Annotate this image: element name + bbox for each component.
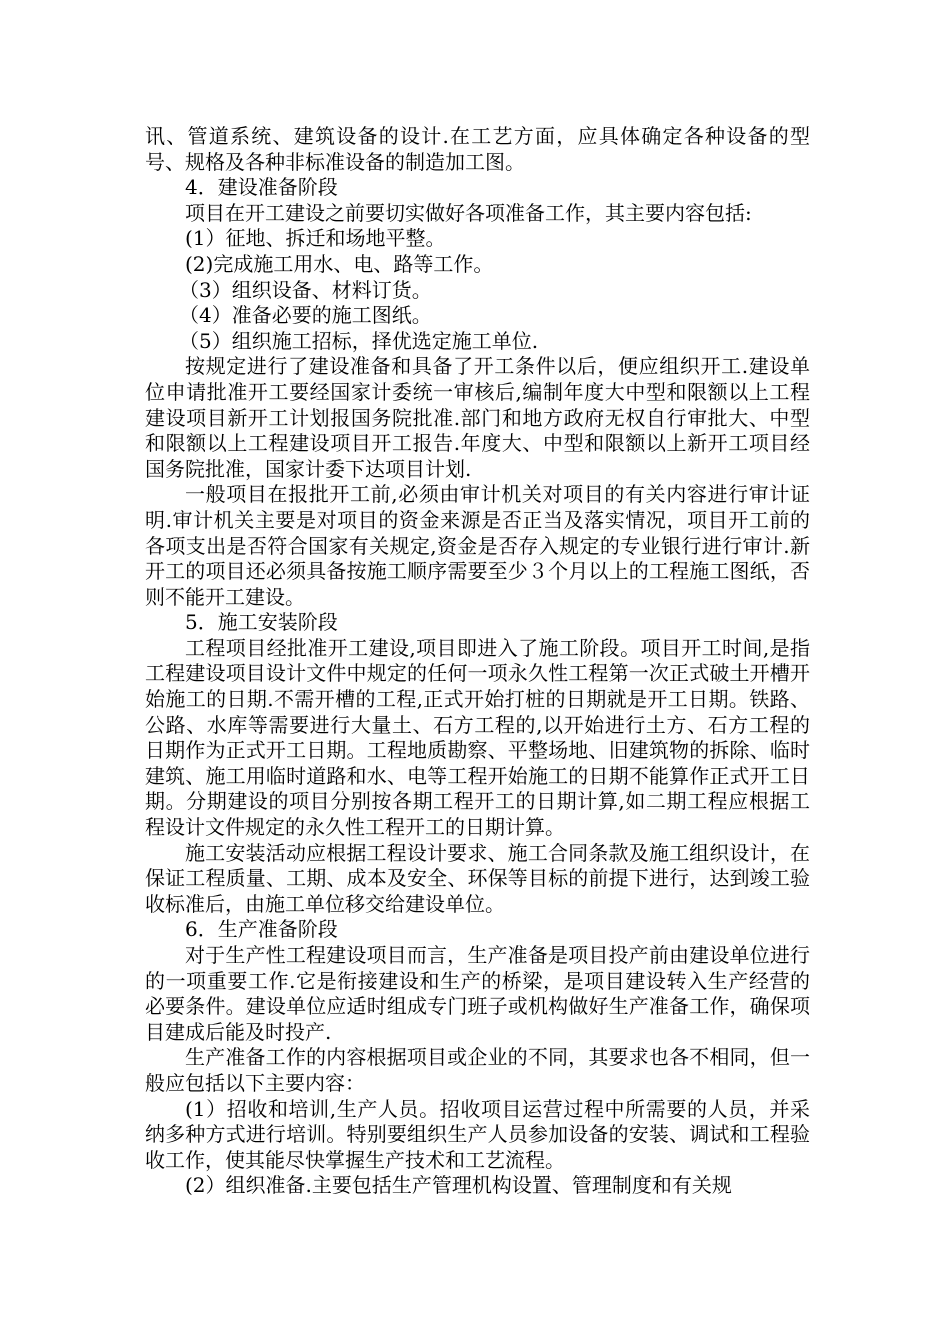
list-item-4: （4）准备必要的施工图纸。	[179, 303, 432, 328]
section-heading-6: 6．生产准备阶段	[185, 917, 338, 942]
section-heading-4: 4．建设准备阶段	[185, 175, 338, 200]
paragraph-15: 对于生产性工程建设项目而言，生产准备是项目投产前由建设单位进行的一项重要工作.它是衔接建设和生产的桥梁，是项目建设转入生产经营的必要条件。建设单位应适时组成专门班子或机构做好生产准备工作，确保项目建成后能及时投产.	[145, 943, 810, 1044]
list-item-7: (2）组织准备.主要包括生产管理机构设置、管理制度和有关规	[185, 1173, 732, 1198]
paragraph-3: 项目在开工建设之前要切实做好各项准备工作，其主要内容包括:	[185, 200, 752, 225]
paragraph-13: 施工安装活动应根据工程设计要求、施工合同条款及施工组织设计，在保证工程质量、工期、成本及安全、环保等目标的前提下进行，达到竣工验收标准后，由施工单位移交给建设单位。	[145, 840, 810, 916]
list-item-6: (1）招收和培训,生产人员。招收项目运营过程中所需要的人员，并采纳多种方式进行培训。特别要组织生产人员参加设备的安装、调试和工程验收工作，使其能尽快掌握生产技术和工艺流程。	[145, 1096, 810, 1172]
list-item-1: (1）征地、拆迁和场地平整。	[185, 226, 446, 251]
list-item-5: （5）组织施工招标，择优选定施工单位.	[179, 328, 539, 353]
list-item-3: （3）组织设备、材料订货。	[179, 277, 432, 302]
list-item-2: (2)完成施工用水、电、路等工作。	[185, 251, 494, 276]
section-heading-5: 5．施工安装阶段	[185, 610, 338, 635]
document-body	[145, 124, 810, 1199]
paragraph-9: 按规定进行了建设准备和具备了开工条件以后，便应组织开工.建设单位申请批准开工要经国家计委统一审核后,编制年度大中型和限额以上工程建设项目新开工计划报国务院批准.部门和地方政府无权自行审批大、中型和限额以上工程建设项目开工报告.年度大、中型和限额以上新开工项目经国务院批准，国家计委下达项目计划.	[145, 354, 810, 481]
paragraph-1: 讯、管道系统、建筑设备的设计.在工艺方面，应具体确定各种设备的型号、规格及各种非标准设备的制造加工图。	[145, 124, 810, 174]
paragraph-10: 一般项目在报批开工前,必须由审计机关对项目的有关内容进行审计证明.审计机关主要是对项目的资金来源是否正当及落实情况，项目开工前的各项支出是否符合国家有关规定,资金是否存入规定的专业银行进行审计.新开工的项目还必须具备按施工顺序需要至少３个月以上的工程施工图纸，否则不能开工建设。	[145, 482, 810, 609]
paragraph-12: 工程项目经批准开工建设,项目即进入了施工阶段。项目开工时间,是指工程建设项目设计文件中规定的任何一项永久性工程第一次正式破土开槽开始施工的日期.不需开槽的工程,正式开始打桩的日期就是开工日期。铁路、公路、水库等需要进行大量土、石方工程的,以开始进行土方、石方工程的日期作为正式开工日期。工程地质勘察、平整场地、旧建筑物的拆除、临时建筑、施工用临时道路和水、电等工程开始施工的日期不能算作正式开工日期。分期建设的项目分别按各期工程开工的日期计算,如二期工程应根据工程设计文件规定的永久性工程开工的日期计算。	[145, 635, 810, 840]
paragraph-16: 生产准备工作的内容根据项目或企业的不同，其要求也各不相同，但一般应包括以下主要内容：	[145, 1045, 810, 1095]
